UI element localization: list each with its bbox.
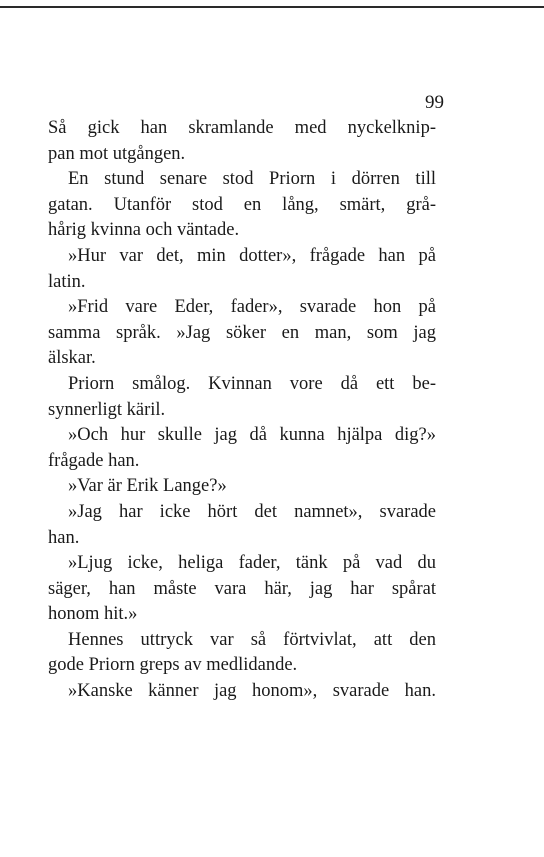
text-line: Priorn smålog. Kvinnan vore då ett be- [68, 373, 436, 394]
text-line: »Jag har icke hört det namnet», svarade [68, 501, 436, 522]
text-line: »Hur var det, min dotter», frågade han på [68, 245, 436, 266]
text-line: »Och hur skulle jag då kunna hjälpa dig?» [68, 425, 436, 446]
text-line: frågade han. [48, 450, 140, 471]
text-line: gatan. Utanför stod en lång, smärt, grå- [48, 194, 436, 215]
text-line: gode Priorn greps av medlidande. [48, 655, 298, 676]
page-number: 99 [425, 92, 444, 113]
text-line: »Kanske känner jag honom», svarade han. [68, 681, 436, 702]
body-text [48, 116, 436, 705]
text-line: synnerligt käril. [48, 399, 166, 420]
text-line: pan mot utgången. [48, 143, 186, 164]
text-line: latin. [48, 271, 86, 292]
text-line: »Ljug icke, heliga fader, tänk på vad du [68, 553, 436, 574]
text-line: »Frid vare Eder, fader», svarade hon på [68, 297, 436, 318]
text-line: hårig kvinna och väntade. [48, 220, 240, 241]
text-line: samma språk. »Jag söker en man, som jag [48, 322, 436, 343]
top-rule [0, 6, 544, 8]
text-line: honom hit.» [48, 604, 138, 625]
text-line: »Var är Erik Lange?» [68, 476, 227, 497]
text-line: Så gick han skramlande med nyckelknip- [48, 118, 436, 138]
text-line: han. [48, 527, 80, 548]
text-line: säger, han måste vara här, jag har spårat [48, 578, 436, 599]
text-line: Hennes uttryck var så förtvivlat, att den [68, 629, 436, 650]
text-line: älskar. [48, 348, 96, 369]
text-line: En stund senare stod Priorn i dörren till [68, 169, 436, 190]
